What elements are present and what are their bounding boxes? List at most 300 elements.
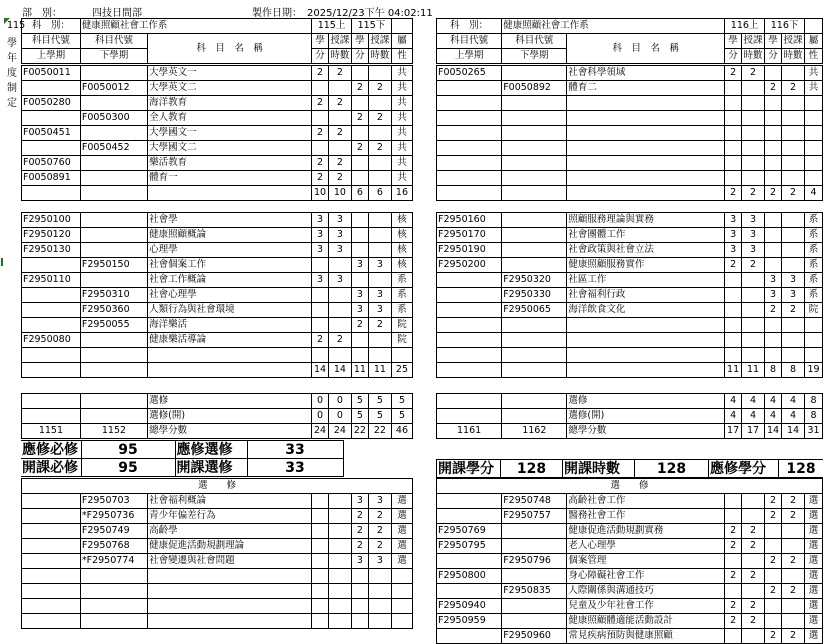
credit-up: 3 bbox=[725, 213, 742, 228]
course-code-down bbox=[502, 539, 567, 554]
course-code-up bbox=[22, 363, 81, 378]
side-label-char: 定 bbox=[7, 98, 17, 109]
hours-up: 17 bbox=[742, 424, 765, 439]
course-code-down: F0050012 bbox=[80, 81, 147, 96]
credit-down bbox=[765, 318, 782, 333]
table-row bbox=[22, 186, 413, 201]
credit-down bbox=[352, 243, 369, 258]
table-row bbox=[437, 273, 823, 288]
course-code-down bbox=[502, 228, 567, 243]
hours-down bbox=[781, 599, 804, 614]
hours-down bbox=[781, 614, 804, 629]
credit-down bbox=[352, 156, 369, 171]
hours-up bbox=[742, 348, 765, 363]
credit-down bbox=[765, 614, 782, 629]
course-code-down bbox=[80, 569, 147, 584]
hours-up bbox=[328, 111, 351, 126]
table-row bbox=[22, 599, 413, 614]
credit-up: 11 bbox=[725, 363, 742, 378]
hours-up bbox=[742, 554, 765, 569]
hours-up bbox=[328, 141, 351, 156]
right-elective-table bbox=[436, 493, 823, 644]
course-attr bbox=[391, 348, 412, 363]
course-code-up bbox=[437, 303, 502, 318]
course-code-up: F2950080 bbox=[22, 333, 81, 348]
hours-down: 2 bbox=[368, 81, 391, 96]
credit-down: 2 bbox=[765, 584, 782, 599]
credit-up bbox=[312, 539, 329, 554]
course-attr: 5 bbox=[391, 394, 412, 409]
course-code-down: F2950055 bbox=[80, 318, 147, 333]
credit-up bbox=[725, 111, 742, 126]
course-code-up bbox=[437, 394, 502, 409]
course-name: 海洋樂活 bbox=[148, 318, 312, 333]
col-down: 下學期 bbox=[80, 49, 147, 64]
course-code-down: F0050892 bbox=[502, 81, 567, 96]
course-attr bbox=[805, 111, 823, 126]
course-name bbox=[567, 318, 725, 333]
course-code-up bbox=[437, 273, 502, 288]
hours-down: 2 bbox=[781, 554, 804, 569]
credit-down: 5 bbox=[352, 409, 369, 424]
table-row bbox=[22, 394, 413, 409]
dept-value: 四技日間部 bbox=[92, 8, 142, 19]
credit-down bbox=[765, 524, 782, 539]
course-code-up bbox=[437, 186, 502, 201]
credit-up bbox=[312, 524, 329, 539]
credit-up: 2 bbox=[725, 539, 742, 554]
course-name: 心理學 bbox=[148, 243, 312, 258]
course-attr: 選 bbox=[805, 509, 823, 524]
credit-down: 2 bbox=[765, 494, 782, 509]
table-row bbox=[22, 273, 413, 288]
credit-down: 2 bbox=[352, 509, 369, 524]
hours-up: 2 bbox=[742, 186, 765, 201]
credit-up: 4 bbox=[725, 394, 742, 409]
course-code-up bbox=[437, 409, 502, 424]
course-code-up: F2950100 bbox=[22, 213, 81, 228]
table-row bbox=[437, 494, 823, 509]
course-attr bbox=[805, 318, 823, 333]
course-name bbox=[567, 363, 725, 378]
credit-down bbox=[765, 126, 782, 141]
credit-up: 2 bbox=[725, 186, 742, 201]
course-attr: 系 bbox=[805, 228, 823, 243]
credit-down bbox=[765, 96, 782, 111]
course-code-down bbox=[502, 243, 567, 258]
credit-down: 4 bbox=[765, 394, 782, 409]
row-marker-icon bbox=[1, 258, 3, 266]
course-attr bbox=[805, 156, 823, 171]
table-row bbox=[22, 318, 413, 333]
table-row bbox=[22, 509, 413, 524]
course-code-up: F2950940 bbox=[437, 599, 502, 614]
credit-down bbox=[765, 348, 782, 363]
credit-up bbox=[312, 584, 329, 599]
course-code-down: F2950835 bbox=[502, 584, 567, 599]
course-code-up: F0050451 bbox=[22, 126, 81, 141]
elective-label: 應修選修 bbox=[175, 441, 247, 459]
course-code-up bbox=[22, 599, 81, 614]
credit-up bbox=[312, 599, 329, 614]
hours-up: 4 bbox=[742, 394, 765, 409]
hours-down bbox=[368, 614, 391, 629]
credit-down bbox=[352, 614, 369, 629]
credit-up bbox=[725, 554, 742, 569]
course-code-up bbox=[437, 96, 502, 111]
course-name: 社會工作概論 bbox=[148, 273, 312, 288]
course-attr: 選 bbox=[805, 539, 823, 554]
hours-up: 2 bbox=[742, 258, 765, 273]
table-row bbox=[22, 126, 413, 141]
hours-down bbox=[368, 96, 391, 111]
table-row bbox=[437, 348, 823, 363]
course-attr bbox=[805, 126, 823, 141]
course-attr: 院 bbox=[391, 333, 412, 348]
hours-down bbox=[368, 333, 391, 348]
course-name: 選修(開) bbox=[567, 409, 725, 424]
credit-down: 2 bbox=[765, 509, 782, 524]
course-code-down bbox=[80, 228, 147, 243]
hours-down bbox=[781, 258, 804, 273]
credit-up: 3 bbox=[725, 243, 742, 258]
course-code-down: F2950320 bbox=[502, 273, 567, 288]
course-code-down: F2950796 bbox=[502, 554, 567, 569]
table-row bbox=[22, 424, 413, 439]
credit-down: 2 bbox=[352, 141, 369, 156]
hours-down bbox=[781, 96, 804, 111]
hours-up: 2 bbox=[742, 66, 765, 81]
course-name: 社會政策與社會立法 bbox=[567, 243, 725, 258]
course-name bbox=[148, 186, 312, 201]
hours-up: 3 bbox=[742, 213, 765, 228]
hours-down: 3 bbox=[368, 303, 391, 318]
course-attr bbox=[391, 614, 412, 629]
credit-down bbox=[765, 171, 782, 186]
course-code-down bbox=[502, 126, 567, 141]
course-name bbox=[567, 171, 725, 186]
open-hours-label: 開課時數 bbox=[563, 460, 635, 478]
course-code-down: F2950757 bbox=[502, 509, 567, 524]
table-row bbox=[437, 228, 823, 243]
hours-down: 3 bbox=[368, 554, 391, 569]
course-attr: 選 bbox=[805, 524, 823, 539]
course-name bbox=[567, 333, 725, 348]
hours-up bbox=[328, 524, 351, 539]
hours-down: 4 bbox=[781, 409, 804, 424]
course-name: 社會學 bbox=[148, 213, 312, 228]
open-elective-label: 開課選修 bbox=[175, 459, 247, 477]
course-name bbox=[148, 348, 312, 363]
course-attr: 選 bbox=[805, 584, 823, 599]
course-name bbox=[148, 599, 312, 614]
course-code-down bbox=[502, 569, 567, 584]
course-code-down bbox=[502, 141, 567, 156]
credit-up: 4 bbox=[725, 409, 742, 424]
credit-down bbox=[352, 96, 369, 111]
credit-up bbox=[312, 81, 329, 96]
col-code-up: 科目代號 bbox=[22, 34, 81, 49]
term-2: 115下 bbox=[351, 19, 391, 34]
credit-up bbox=[725, 303, 742, 318]
required-credit-label: 應修學分 bbox=[709, 460, 779, 478]
hours-up bbox=[328, 288, 351, 303]
credit-down: 22 bbox=[352, 424, 369, 439]
open-required-label: 開課必修 bbox=[21, 459, 81, 477]
credit-down bbox=[352, 213, 369, 228]
course-attr: 8 bbox=[805, 394, 823, 409]
course-name bbox=[567, 126, 725, 141]
hours-down bbox=[368, 584, 391, 599]
course-attr: 院 bbox=[805, 303, 823, 318]
credit-down bbox=[352, 171, 369, 186]
course-attr: 31 bbox=[805, 424, 823, 439]
table-row bbox=[22, 111, 413, 126]
course-name: 常見疾病預防與健康照顧 bbox=[567, 629, 725, 644]
course-attr: 共 bbox=[805, 66, 823, 81]
hours-down bbox=[781, 524, 804, 539]
course-code-down bbox=[80, 156, 147, 171]
table-row bbox=[22, 569, 413, 584]
hours-down bbox=[368, 599, 391, 614]
table-row bbox=[437, 614, 823, 629]
table-row bbox=[437, 186, 823, 201]
course-name: 青少年偏差行為 bbox=[148, 509, 312, 524]
course-code-up bbox=[22, 303, 81, 318]
table-row bbox=[22, 96, 413, 111]
course-code-down: *F2950774 bbox=[80, 554, 147, 569]
credit-up bbox=[312, 303, 329, 318]
credit-down bbox=[765, 228, 782, 243]
right-header-table: 科 別： 健康照顧社會工作系 116上 116下 科目代號 科目代號 科 目 名 稱 學 授課 學 授課 屬 上學期 下學期 分 時數 分 時數 性 bbox=[436, 18, 823, 64]
credit-down: 2 bbox=[352, 318, 369, 333]
credit-up bbox=[725, 96, 742, 111]
course-attr: 16 bbox=[391, 186, 412, 201]
course-code-up: F0050011 bbox=[22, 66, 81, 81]
course-code-up: F2950959 bbox=[437, 614, 502, 629]
right-summary-table bbox=[436, 393, 823, 439]
course-code-down: F2950065 bbox=[502, 303, 567, 318]
course-name: 大學國文二 bbox=[148, 141, 312, 156]
credit-up bbox=[725, 126, 742, 141]
course-code-up bbox=[437, 81, 502, 96]
open-elective-value: 33 bbox=[247, 459, 343, 477]
table-row bbox=[437, 111, 823, 126]
course-attr: 系 bbox=[391, 288, 412, 303]
course-attr: 4 bbox=[805, 186, 823, 201]
course-code-down: F2950330 bbox=[502, 288, 567, 303]
table-row bbox=[22, 554, 413, 569]
course-code-up: F0050760 bbox=[22, 156, 81, 171]
course-attr: 系 bbox=[805, 273, 823, 288]
course-code-up bbox=[22, 186, 81, 201]
hours-up bbox=[328, 318, 351, 333]
hours-down: 11 bbox=[368, 363, 391, 378]
hours-up bbox=[328, 258, 351, 273]
course-name: 選修(開) bbox=[148, 409, 312, 424]
course-name: 全人教育 bbox=[148, 111, 312, 126]
course-name: 選修 bbox=[148, 394, 312, 409]
credit-down bbox=[765, 111, 782, 126]
course-code-up: F2950110 bbox=[22, 273, 81, 288]
table-row bbox=[22, 156, 413, 171]
hours-down bbox=[781, 348, 804, 363]
course-code-down bbox=[80, 96, 147, 111]
course-name: 人際關係與溝通技巧 bbox=[567, 584, 725, 599]
course-code-up bbox=[22, 141, 81, 156]
credit-down bbox=[765, 213, 782, 228]
hours-down bbox=[781, 569, 804, 584]
course-attr: 核 bbox=[391, 258, 412, 273]
credit-up bbox=[312, 348, 329, 363]
open-credit-label: 開課學分 bbox=[437, 460, 501, 478]
table-row bbox=[437, 126, 823, 141]
required-label: 應修必修 bbox=[21, 441, 81, 459]
course-code-down bbox=[502, 96, 567, 111]
course-code-up: F0050265 bbox=[437, 66, 502, 81]
credit-down: 3 bbox=[352, 554, 369, 569]
hours-up bbox=[742, 494, 765, 509]
hours-down bbox=[781, 333, 804, 348]
course-code-down bbox=[80, 66, 147, 81]
course-code-up: F2950160 bbox=[437, 213, 502, 228]
left-elective-title: 選 修 bbox=[21, 478, 413, 494]
course-code-up: F2950800 bbox=[437, 569, 502, 584]
credit-down: 5 bbox=[352, 394, 369, 409]
hours-down bbox=[781, 213, 804, 228]
course-code-down: F2950768 bbox=[80, 539, 147, 554]
course-name: 選修 bbox=[567, 394, 725, 409]
course-code-up bbox=[437, 141, 502, 156]
hours-up: 10 bbox=[328, 186, 351, 201]
hours-down bbox=[368, 66, 391, 81]
course-attr: 系 bbox=[391, 273, 412, 288]
course-attr: 選 bbox=[805, 494, 823, 509]
course-name: 醫務社會工作 bbox=[567, 509, 725, 524]
course-code-up bbox=[437, 156, 502, 171]
credit-up bbox=[312, 614, 329, 629]
course-code-down bbox=[80, 409, 147, 424]
credit-up: 2 bbox=[312, 66, 329, 81]
course-attr: 共 bbox=[391, 141, 412, 156]
credit-up bbox=[725, 318, 742, 333]
course-code-down: F2950360 bbox=[80, 303, 147, 318]
right-general-table bbox=[436, 65, 823, 201]
course-name bbox=[148, 569, 312, 584]
hours-up bbox=[742, 318, 765, 333]
hours-up bbox=[328, 614, 351, 629]
course-attr: 共 bbox=[391, 96, 412, 111]
hours-down: 2 bbox=[781, 186, 804, 201]
hours-down: 3 bbox=[781, 273, 804, 288]
hours-up: 3 bbox=[328, 213, 351, 228]
course-code-up bbox=[437, 333, 502, 348]
hours-down bbox=[781, 228, 804, 243]
course-code-up bbox=[437, 318, 502, 333]
table-row bbox=[437, 288, 823, 303]
course-name: 社區工作 bbox=[567, 273, 725, 288]
course-attr: 選 bbox=[805, 569, 823, 584]
credit-up bbox=[312, 111, 329, 126]
credit-up bbox=[725, 171, 742, 186]
course-code-down bbox=[80, 186, 147, 201]
credit-down: 2 bbox=[765, 629, 782, 644]
hours-up: 2 bbox=[742, 599, 765, 614]
course-attr: 選 bbox=[391, 554, 412, 569]
credit-down bbox=[352, 273, 369, 288]
hours-down: 2 bbox=[781, 303, 804, 318]
credit-up bbox=[725, 273, 742, 288]
course-code-up bbox=[22, 614, 81, 629]
hours-up: 2 bbox=[328, 66, 351, 81]
hours-down: 3 bbox=[781, 288, 804, 303]
course-code-down bbox=[80, 584, 147, 599]
credit-up: 10 bbox=[312, 186, 329, 201]
hours-down: 2 bbox=[368, 111, 391, 126]
hours-up: 24 bbox=[328, 424, 351, 439]
hours-up bbox=[328, 303, 351, 318]
course-code-down bbox=[502, 66, 567, 81]
hours-up: 2 bbox=[328, 126, 351, 141]
course-attr: 選 bbox=[391, 539, 412, 554]
side-label-char: 年 bbox=[7, 53, 17, 64]
hours-up bbox=[742, 629, 765, 644]
course-name: 高齡社會工作 bbox=[567, 494, 725, 509]
credit-up: 2 bbox=[312, 171, 329, 186]
table-row bbox=[437, 409, 823, 424]
course-attr: 共 bbox=[391, 126, 412, 141]
credit-up bbox=[725, 584, 742, 599]
course-code-up bbox=[437, 348, 502, 363]
course-name: 體育一 bbox=[148, 171, 312, 186]
credit-down: 14 bbox=[765, 424, 782, 439]
course-code-up bbox=[22, 348, 81, 363]
credit-up bbox=[312, 141, 329, 156]
made-date-label: 製作日期： bbox=[252, 8, 302, 19]
credit-down bbox=[352, 228, 369, 243]
table-row bbox=[437, 81, 823, 96]
col-up: 上學期 bbox=[22, 49, 81, 64]
course-code-up bbox=[22, 409, 81, 424]
hours-down: 2 bbox=[781, 629, 804, 644]
course-code-up: F0050280 bbox=[22, 96, 81, 111]
hours-up: 4 bbox=[742, 409, 765, 424]
course-name bbox=[567, 348, 725, 363]
course-code-up bbox=[437, 363, 502, 378]
table-row bbox=[22, 333, 413, 348]
course-name bbox=[567, 186, 725, 201]
left-summary-table bbox=[21, 393, 413, 439]
table-row bbox=[22, 243, 413, 258]
open-credit-value: 128 bbox=[501, 460, 563, 478]
course-code-up bbox=[22, 494, 81, 509]
course-code-down bbox=[502, 156, 567, 171]
hours-up: 3 bbox=[742, 243, 765, 258]
course-code-down bbox=[502, 614, 567, 629]
course-name: 健康樂活導論 bbox=[148, 333, 312, 348]
course-name: 總學分數 bbox=[567, 424, 725, 439]
table-row bbox=[437, 584, 823, 599]
hours-down bbox=[368, 273, 391, 288]
table-row bbox=[22, 409, 413, 424]
credit-up bbox=[725, 348, 742, 363]
credit-down: 2 bbox=[765, 554, 782, 569]
course-code-down bbox=[502, 258, 567, 273]
course-code-down: 1162 bbox=[502, 424, 567, 439]
credit-up bbox=[312, 509, 329, 524]
table-row bbox=[437, 303, 823, 318]
credit-up: 24 bbox=[312, 424, 329, 439]
